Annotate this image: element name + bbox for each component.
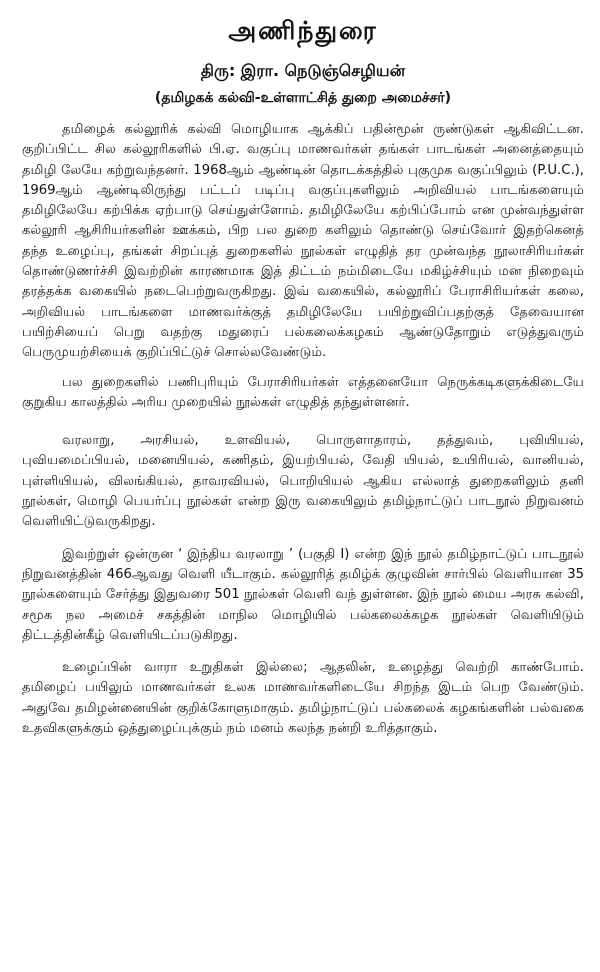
page xyxy=(22,14,584,748)
author-line: திரு: இரா. நெடுஞ்செழியன் xyxy=(200,61,406,80)
author-role: (தமிழகக் கல்வி-உள்ளாட்சித் துறை அமைச்சர்) xyxy=(154,90,452,106)
paragraph-4: இவற்றுள் ஒன்ருன ‘ இந்திய வரலாறு ’ (பகுதி I) என்ற இந் நூல் தமிழ்நாட்டுப் பாடநூல் நிறுவனத்தின் 466ஆவது வெளி யீடாகும். கல்லூரித் தமிழ்க் குழுவின் சார்பில் வெளியான 35 நூல்களையும் சேர்த்து இதுவரை 501 நூல்கள் வெளி வந் துள்ளன. இந் நூல் மைய அரசு கல்வி, சமூக நல அமைச் சகத்தின் மாநில மொழியில் பல்கலைக்கழக நூல்கள் வெளியிடும் திட்டத்தின்கீழ் வெளியிடப்படுகிறது. xyxy=(22,546,584,643)
paragraph-1: தமிழைக் கல்லூரிக் கல்வி மொழியாக ஆக்கிப் பதின்மூன் ருண்டுகள் ஆகிவிட்டன. குறிப்பிட்ட சில கல்லூரிகளில் பி.ஏ. வகுப்பு மாணவர்கள் தங்கள் பாடங்கள் அனைத்தையும் தமிழி லேயே கற்றுவந்தனர். 1968ஆம் ஆண்டின் தொடக்கத்தில் புகுமுக வகுப்பிலும் (P.U.C.), 1969ஆம் ஆண்டிலிருந்து பட்டப் படிப்பு வகுப்புகளிலும் அறிவியல் பாடங்களையும் தமிழிலேயே கற்பிக்க ஏற்பாடு செய்துள்ளோம். தமிழிலேயே கற்பிப்போம் என முன்வந்துள்ள கல்லூரி ஆசிரியர்களின் ஊக்கம், பிற பல துறை களிலும் தொண்டு செய்வோர் இதற்கெனத் தந்த உழைப்பு, தங்கள் சிறப்புத் துறைகளில் நூல்கள் எழுதித் தர முன்வந்த நூலாசிரியர்கள் தொண்டுணர்ச்சி இவற்றின் காரணமாக இத் திட்டம் நம்மிடையே மகிழ்ச்சியும் மன நிறைவும் தரத்தக்க வகையில் நடைபெற்றுவருகிறது. இவ் வகையில், கல்லூரிப் பேராசிரியர்கள் கலை, அறிவியல் பாடங்களை மாணவர்க்குத் தமிழிலேயே பயிற்றுவிப்பதற்குத் தேவையான பயிற்சியைப் பெறு வதற்கு மதுரைப் பல்கலைக்கழகம் ஆண்டுதோறும் எடுத்துவரும் பெருமுயற்சியைக் குறிப்பிட்டுச் சொல்லவேண்டும். xyxy=(22,122,584,361)
page-title: அணிந்துரை xyxy=(228,16,378,45)
paragraph-3: வரலாறு, அரசியல், உளவியல், பொருளாதாரம், தத்துவம், புவியியல், புவியமைப்பியல், மனையியல், கணிதம், இயற்பியல், வேதி யியல், உயிரியல், வானியல், புள்ளியியல், விலங்கியல், தாவரவியல், பொறியியல் ஆகிய எல்லாத் துறைகளிலும் தனி நூல்கள், மொழி பெயர்ப்பு நூல்கள் என்ற இரு வகையிலும் தமிழ்நாட்டுப் பாடநூல் நிறுவனம் வெளியிட்டுவருகிறது. xyxy=(22,433,584,530)
paragraph-2: பல துறைகளில் பணிபுரியும் பேராசிரியர்கள் எத்தனையோ நெருக்கடிகளுக்கிடையே குறுகிய காலத்தில் அரிய முறையில் நூல்கள் எழுதித் தந்துள்ளனர். xyxy=(22,374,584,410)
paragraph-5: உழைப்பின் வாரா உறுதிகள் இல்லை; ஆதலின், உழைத்து வெற்றி காண்போம். தமிழைப் பயிலும் மாணவர்கள் உலக மாணவர்களிடையே சிறந்த இடம் பெற வேண்டும். அதுவே தமிழன்னையின் குறிக்கோளுமாகும். தமிழ்நாட்டுப் பல்கலைக் கழகங்களின் பல்வகை உதவிகளுக்கும் ஒத்துழைப்புக்கும் நம் மனம் கலந்த நன்றி உரித்தாகும். xyxy=(22,660,584,737)
